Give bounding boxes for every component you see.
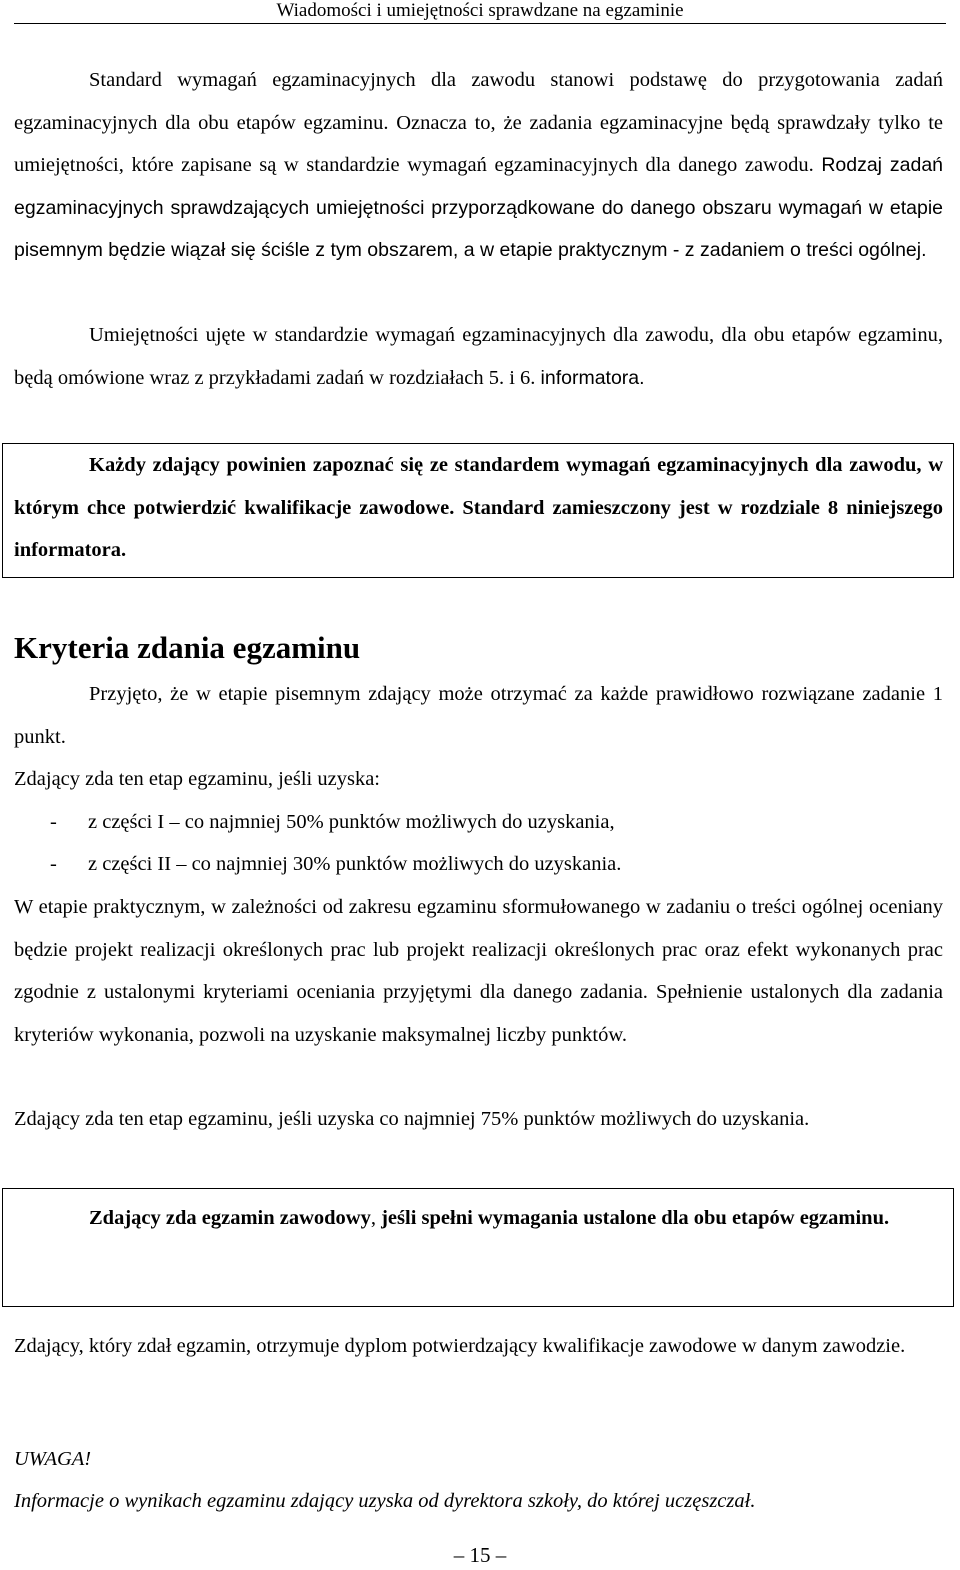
intro-text-serif: Standard wymagań egzaminacyjnych dla zawodu stanowi podstawę do przygotowania zadań egzaminacyjnych dla obu etapów egzaminu. Oznacza to, że zadania egzaminacyjne będą sprawdzały tylko te umiejętności, które zapisane są w standardzie wymagań egzaminacyjnych dla danego zawodu. xyxy=(14,69,943,176)
standard-notice-text: Każdy zdający powinien zapoznać się ze standardem wymagań egzaminacyjnych dla zawodu, w którym chce potwierdzić kwalifikacje zawodowe. Standard zamieszczony jest w rozdziale 8 niniejszego informatora. xyxy=(14,454,943,561)
intro-text-sans: Rodzaj zadań egzaminacyjnych sprawdzających umiejętności przyporządkowane do danego obszaru wymagań w etapie pisemnym będzie wiązał się ściśle z tym obszarem, a w etapie praktycznym - z zadaniem o treści ogólnej. xyxy=(14,154,944,261)
section-heading-criteria: Kryteria zdania egzaminu xyxy=(14,630,361,665)
diploma-text: Zdający, który zdał egzamin, otrzymuje dyplom potwierdzający kwalifikacje zawodowe w danym zawodzie. xyxy=(14,1335,906,1357)
note-label xyxy=(14,1438,943,1481)
criteria-text-2: Zdający zda ten etap egzaminu, jeśli uzyska: xyxy=(14,768,380,790)
list-dash: - xyxy=(50,811,57,833)
list-item-text: z części II – co najmniej 30% punktów możliwych do uzyskania. xyxy=(88,853,622,875)
intro-paragraph-1 xyxy=(14,59,943,272)
intro-text-2-sans: informatora. xyxy=(540,366,645,389)
list-item xyxy=(50,843,621,886)
standard-notice-box xyxy=(2,443,954,578)
list-dash: - xyxy=(50,853,57,875)
criteria-paragraph-3 xyxy=(14,886,943,1056)
criteria-paragraph-4 xyxy=(14,1098,943,1141)
note-paragraph xyxy=(14,1480,943,1523)
diploma-paragraph xyxy=(14,1325,943,1368)
note-label-text: UWAGA! xyxy=(14,1448,92,1470)
criteria-text-3: W etapie praktycznym, w zależności od zakresu egzaminu sformułowanego w zadaniu o treści ogólnej oceniany będzie projekt realizacji określonych prac lub projekt realizacji określonych prac oraz efekt wykonanych prac zgodnie z ustalonymi kryteriami oceniania przyjętymi dla danego zadania. Spełnienie ustalonych dla zadania kryteriów wykonania, pozwoli na uzyskanie maksymalnej liczby punktów. xyxy=(14,896,943,1046)
running-header: Wiadomości i umiejętności sprawdzane na egzaminie xyxy=(14,0,946,24)
exam-pass-comma: , xyxy=(370,1207,382,1229)
criteria-text-1: Przyjęto, że w etapie pisemnym zdający może otrzymać za każde prawidłowo rozwiązane zadanie 1 punkt. xyxy=(14,683,943,748)
page-number: – 15 – xyxy=(453,1543,507,1567)
criteria-text-4: Zdający zda ten etap egzaminu, jeśli uzyska co najmniej 75% punktów możliwych do uzyskania. xyxy=(14,1108,810,1130)
exam-pass-part-2: jeśli spełni wymagania ustalone dla obu etapów egzaminu. xyxy=(381,1207,890,1229)
criteria-paragraph-1 xyxy=(14,673,943,758)
intro-paragraph-2 xyxy=(14,314,943,399)
exam-pass-text xyxy=(3,1189,953,1240)
list-item-text: z części I – co najmniej 50% punktów możliwych do uzyskania, xyxy=(88,811,615,833)
note-text: Informacje o wynikach egzaminu zdający uzyska od dyrektora szkoły, do której uczęszczał. xyxy=(14,1490,756,1512)
list-item xyxy=(50,801,615,844)
exam-pass-part-1: Zdający zda egzamin zawodowy xyxy=(89,1207,371,1229)
exam-pass-box xyxy=(2,1188,954,1307)
criteria-paragraph-2 xyxy=(14,758,943,801)
intro-text-2-serif: Umiejętności ujęte w standardzie wymagań egzaminacyjnych dla zawodu, dla obu etapów egzaminu, będą omówione wraz z przykładami zadań w rozdziałach 5. i 6. xyxy=(14,324,943,389)
